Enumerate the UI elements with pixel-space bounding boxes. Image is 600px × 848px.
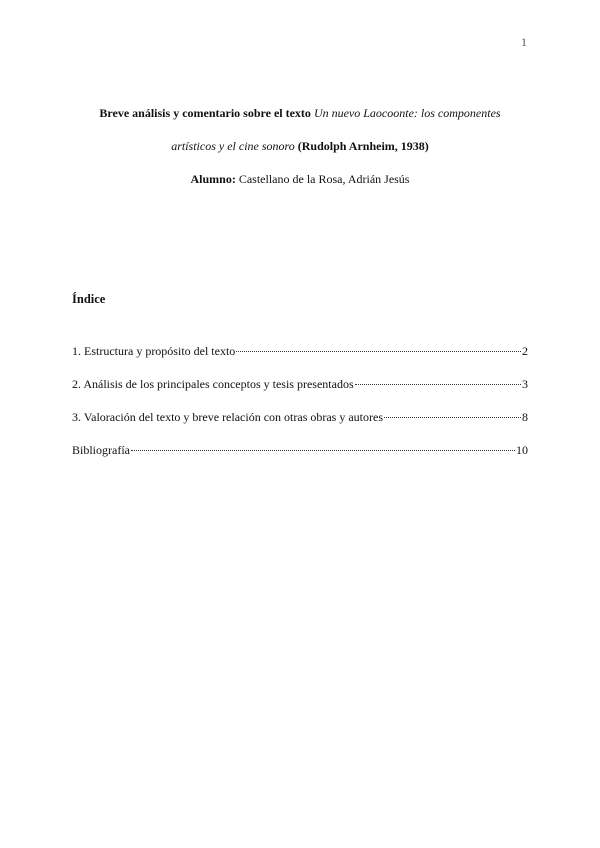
table-of-contents [72, 344, 528, 476]
toc-entry-label: 3. Valoración del texto y breve relación con otras obras y autores [72, 410, 384, 424]
title-text-italic: Un nuevo Laocoonte: los componentes [313, 106, 501, 120]
toc-entry-label: 1. Estructura y propósito del texto [72, 344, 236, 358]
index-heading: Índice [72, 292, 106, 306]
page-number: 1 [521, 35, 527, 49]
toc-entry-1[interactable] [72, 344, 528, 359]
toc-entry-page: 3 [522, 377, 528, 391]
toc-entry-4[interactable] [72, 443, 528, 458]
document-title [60, 97, 540, 196]
toc-entry-page: 8 [522, 410, 528, 424]
toc-entry-page: 10 [516, 443, 528, 457]
toc-entry-2[interactable] [72, 377, 528, 392]
toc-dot-leader [355, 384, 521, 385]
title-author-year: (Rudolph Arnheim, 1938) [297, 139, 429, 153]
title-text-bold: Breve análisis y comentario sobre el texto [99, 106, 311, 120]
title-line-1 [60, 97, 540, 130]
toc-dot-leader [131, 450, 515, 451]
title-line-2 [60, 130, 540, 163]
title-text-italic-2: artísticos y el cine sonoro [171, 139, 295, 153]
toc-entry-3[interactable] [72, 410, 528, 425]
toc-entry-label: Bibliografía [72, 443, 130, 457]
toc-entry-label: 2. Análisis de los principales conceptos y tesis presentados [72, 377, 354, 391]
student-name: Castellano de la Rosa, Adrián Jesús [238, 172, 410, 186]
toc-dot-leader [236, 351, 521, 352]
student-line [60, 163, 540, 196]
student-label: Alumno: [190, 172, 236, 186]
toc-dot-leader [384, 417, 521, 418]
toc-entry-page: 2 [522, 344, 528, 358]
